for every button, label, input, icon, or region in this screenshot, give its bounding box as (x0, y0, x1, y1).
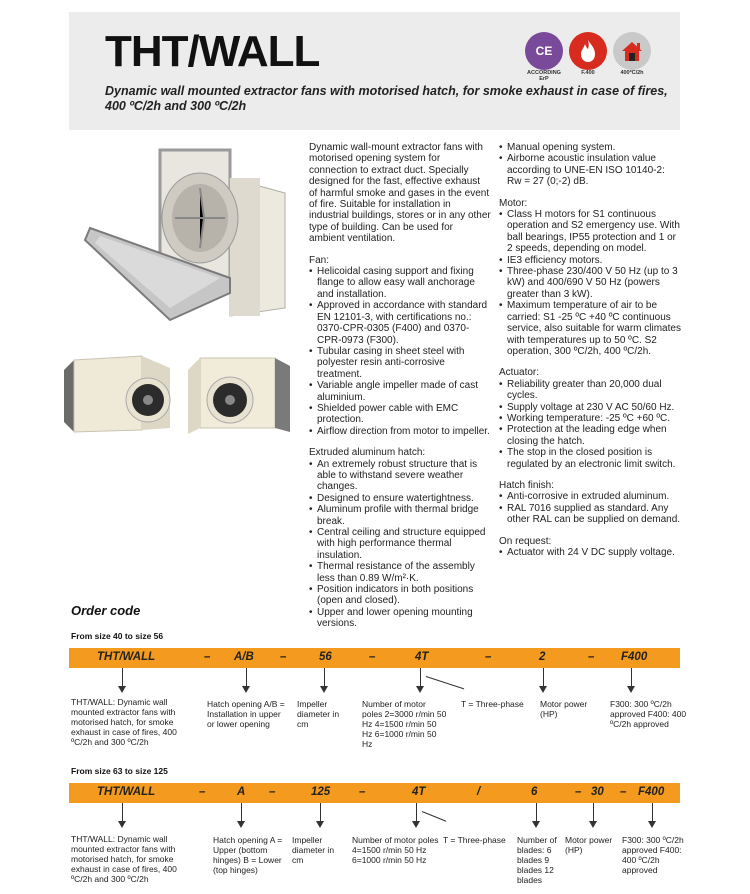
list-item: • Position indicators in both positions (open and closed). (309, 584, 491, 607)
code-segment: – (359, 786, 366, 798)
list-item: • Class H motors for S1 continuous operation and S2 emergency use. With ball bearings, IP55 protection and 1 or 2 speeds, depending on model. (499, 209, 681, 255)
ce-badge-label: ACCORDING ErP (527, 70, 561, 82)
order-desc: Motor power (HP) (565, 835, 613, 855)
wall-fan-side-photo (62, 350, 182, 440)
page-title: THT/WALL (105, 27, 320, 76)
list-item: • Thermal resistance of the assembly less than 0.89 W/m²·K. (309, 561, 491, 584)
code-segment: 125 (311, 786, 331, 798)
code-segment: / (477, 786, 481, 798)
intro-text: Dynamic wall-mount extractor fans with motorised opening system for connection to extract duct. Specially designed for the fast, effective exhaust of harmful smoke and gases in the event of fire. Suitable for installation in industrial buildings, stores or in any other type of building. Can be used for ambient ventilation. (309, 142, 491, 245)
code-segment: 6 (531, 786, 538, 798)
list-item: • Central ceiling and structure equipped with high performance thermal insulation. (309, 527, 491, 561)
list-item: • Shielded power cable with EMC protection. (309, 403, 491, 426)
order-range-2: From size 63 to size 125 (71, 766, 168, 776)
order-desc: THT/WALL: Dynamic wall mounted extractor fans with motorised hatch, for smoke exhaust in case of fires, 400 ºC/2h and 300 ºC/2h (71, 834, 177, 884)
list-item: • An extremely robust structure that is able to withstand severe weather changes. (309, 459, 491, 493)
code-segment: 4T (415, 651, 429, 663)
hatch-heading: Extruded aluminum hatch: (309, 447, 426, 459)
code-segment: A/B (234, 651, 254, 663)
request-list (499, 547, 681, 558)
order-code-bar-1 (69, 648, 680, 668)
order-code-bar-2 (69, 783, 680, 803)
flame-icon (578, 39, 598, 63)
order-desc: Impeller diameter in cm (292, 835, 335, 865)
general-list (499, 142, 681, 188)
list-item: • Helicoidal casing support and fixing flange to allow easy wall anchorage and installation. (309, 266, 491, 300)
code-segment: F400 (638, 786, 665, 798)
order-range-1: From size 40 to size 56 (71, 631, 164, 641)
order-desc: F300: 300 ºC/2h approved F400: 400 ºC/2h approved (610, 699, 687, 729)
list-item: • Approved in accordance with standard EN 12101-3, with certifications no.: 0370-CPR-0305 (F400) and 0370-CPR-0973 (F300). (309, 300, 491, 346)
code-segment: – (575, 786, 582, 798)
list-item: • Reliability greater than 20,000 dual cycles. (499, 379, 681, 402)
house-fire-icon (613, 32, 651, 70)
header-banner (69, 12, 680, 130)
code-segment: – (199, 786, 206, 798)
list-item: • IE3 efficiency motors. (499, 255, 681, 266)
list-item: • Variable angle impeller made of cast aluminium. (309, 380, 491, 403)
order-desc: THT/WALL: Dynamic wall mounted extractor fans with motorised hatch, for smoke exhaust in case of fires, 400 ºC/2h and 300 ºC/2h (71, 697, 177, 747)
list-item: • The stop in the closed position is regulated by an electronic limit switch. (499, 447, 681, 470)
fire-400-icon (569, 32, 607, 70)
code-segment: – (588, 651, 595, 663)
fire-badge-label: F.400 (581, 70, 595, 76)
house-icon (620, 40, 644, 62)
wall-fan-open-hatch-photo (80, 148, 295, 323)
code-segment: – (485, 651, 492, 663)
order-desc: Number of blades: 6 blades 9 blades 12 blades (517, 835, 557, 885)
list-item: • Anti-corrosive in extruded aluminum. (499, 491, 681, 502)
code-segment: 30 (591, 786, 604, 798)
hatch-list (309, 459, 491, 630)
list-item: • Designed to ensure watertightness. (309, 493, 491, 504)
order-desc: Hatch opening A/B = Installation in upper or lower opening (207, 699, 285, 729)
code-segment: 56 (319, 651, 332, 663)
list-item: • RAL 7016 supplied as standard. Any other RAL can be supplied on demand. (499, 503, 681, 526)
order-desc: Motor power (HP) (540, 699, 588, 719)
order-desc: Number of motor poles 2=3000 r/min 50 Hz 4=1500 r/min 50 Hz 6=1000 r/min 50 Hz (362, 699, 447, 749)
motor-heading: Motor: (499, 197, 528, 209)
order-desc: Impeller diameter in cm (297, 699, 340, 729)
order-desc: F300: 300 ºC/2h approved F400: 400 ºC/2h approved (622, 835, 684, 875)
fan-heading: Fan: (309, 254, 330, 266)
finish-heading: Hatch finish: (499, 479, 555, 491)
description-column-left (309, 142, 491, 630)
list-item: • Aluminum profile with thermal bridge break. (309, 504, 491, 527)
motor-list (499, 209, 681, 357)
code-segment: – (269, 786, 276, 798)
list-item: • Working temperature: -25 ºC +60 ºC. (499, 413, 681, 424)
actuator-heading: Actuator: (499, 367, 540, 379)
code-segment: F400 (621, 651, 648, 663)
list-item: • Protection at the leading edge when closing the hatch. (499, 424, 681, 447)
list-item: • Actuator with 24 V DC supply voltage. (499, 547, 681, 558)
list-item: • Airborne acoustic insulation value according to UNE-EN ISO 10140-2: Rw = 27 (0;-2) dB. (499, 153, 681, 187)
code-segment: – (280, 651, 287, 663)
ce-erp-icon (525, 32, 563, 70)
code-segment: 4T (412, 786, 426, 798)
code-segment: THT/WALL (97, 786, 156, 798)
list-item: • Maximum temperature of air to be carried: S1 -25 ºC +40 ºC continuous service, also suitable for warm climates with temperatures up to 50 ºC. S2 operation, 300 ºC/2h, 400 ºC/2h. (499, 300, 681, 357)
request-heading: On request: (499, 535, 552, 547)
code-segment: THT/WALL (97, 651, 156, 663)
order-desc: T = Three-phase (461, 699, 524, 709)
fan-list (309, 266, 491, 437)
list-item: • Three-phase 230/400 V 50 Hz (up to 3 kW) and 400/690 V 50 Hz (powers greater than 3 kW). (499, 266, 681, 300)
code-segment: – (620, 786, 627, 798)
order-code-heading: Order code (71, 603, 141, 618)
order-desc: T = Three-phase (443, 835, 506, 845)
wall-fan-front-photo (180, 350, 295, 440)
actuator-list (499, 379, 681, 470)
list-item: • Airflow direction from motor to impeller. (309, 426, 491, 437)
list-item: • Supply voltage at 230 V AC 50/60 Hz. (499, 402, 681, 413)
list-item: • Upper and lower opening mounting versions. (309, 607, 491, 630)
order-desc: Number of motor poles 4=1500 r/min 50 Hz 6=1000 r/min 50 Hz (352, 835, 439, 865)
ce-badge-text: CE (535, 44, 553, 58)
code-segment: A (237, 786, 246, 798)
code-segment: – (369, 651, 376, 663)
list-item: • Manual opening system. (499, 142, 681, 153)
finish-list (499, 491, 681, 525)
page-subtitle: Dynamic wall mounted extractor fans with motorised hatch, for smoke exhaust in case of fires, 400 ºC/2h and 300 ºC/2h (105, 84, 668, 113)
code-segment: 2 (539, 651, 546, 663)
code-segment: – (204, 651, 211, 663)
description-column-right (499, 142, 681, 558)
list-item: • Tubular casing in sheet steel with polyester resin anti-corrosive treatment. (309, 346, 491, 380)
house-badge-label: 400ºC/2h (620, 70, 644, 76)
order-desc: Hatch opening A = Upper (bottom hinges) B = Lower (top hinges) (213, 835, 283, 875)
